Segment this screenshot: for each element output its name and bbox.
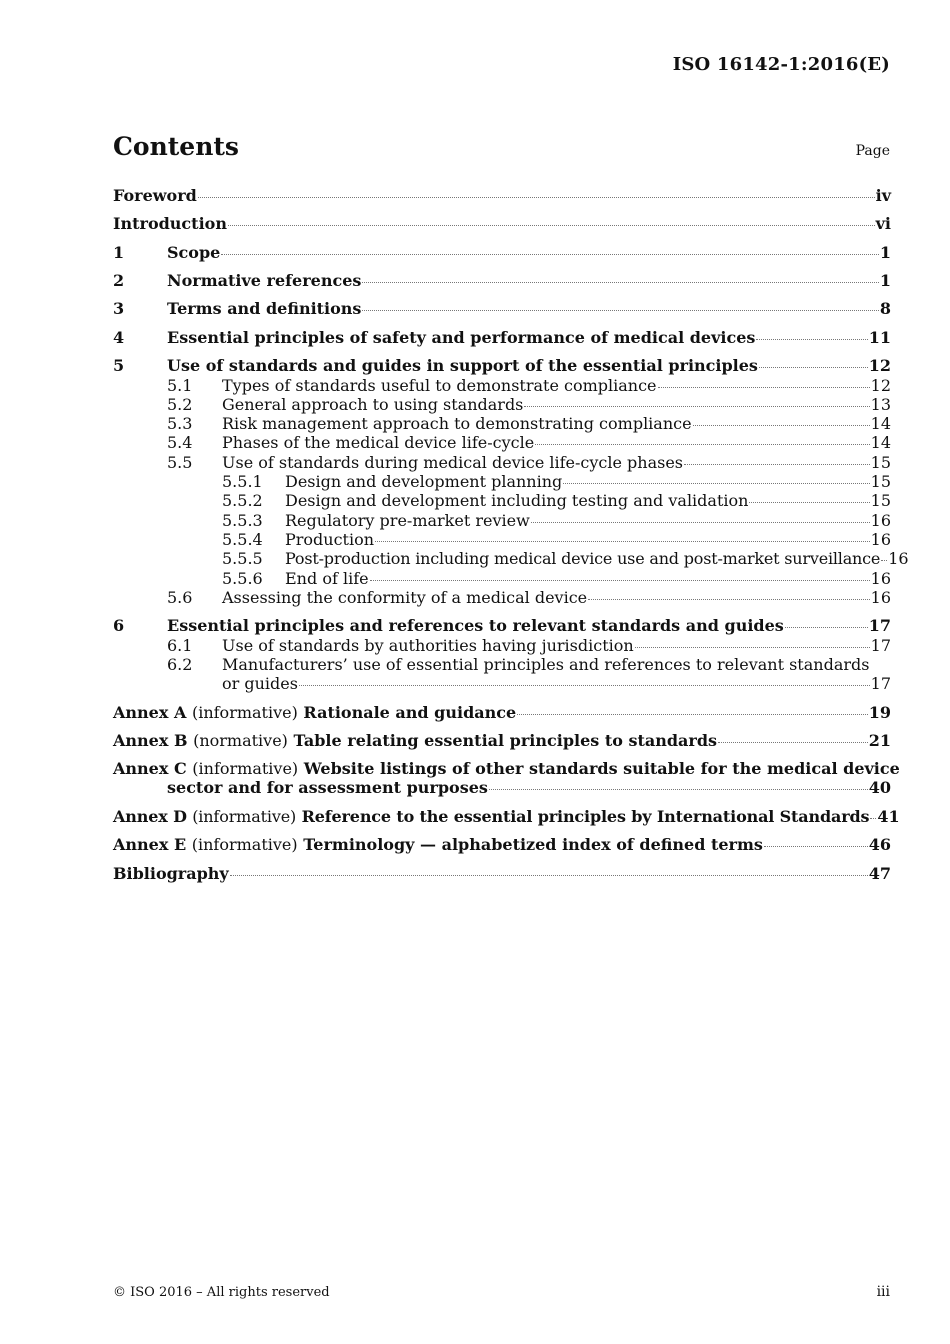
annex-kind: (informative)	[191, 703, 298, 722]
toc-number: 5	[113, 356, 125, 375]
toc-entry-5-6[interactable]	[167, 588, 891, 607]
toc-title-line-1: Website listings of other standards suitable for the medical device	[303, 759, 900, 778]
toc-page: 17	[870, 636, 891, 655]
toc-number: 5.5	[167, 453, 193, 472]
toc-entry-5-5-2[interactable]	[222, 491, 891, 510]
annex-kind: (informative)	[191, 835, 298, 854]
toc-page: 14	[870, 414, 891, 433]
annex-label: Annex D	[113, 807, 187, 826]
document-id: ISO 16142-1:2016(E)	[672, 54, 890, 75]
toc-entry-5-1[interactable]	[167, 376, 891, 395]
toc-entry-annex-e[interactable]	[113, 835, 891, 854]
leader-dots	[881, 560, 887, 561]
toc-title: Design and development including testing and validation	[285, 491, 749, 510]
leader-dots	[563, 483, 869, 484]
toc-title: Regulatory pre-market review	[285, 511, 530, 530]
leader-dots	[370, 580, 870, 581]
page-column-label: Page	[855, 143, 890, 159]
annex-label: Annex B	[113, 731, 188, 750]
toc-title: General approach to using standards	[222, 395, 524, 414]
toc-page: 15	[870, 491, 891, 510]
leader-dots	[785, 627, 868, 628]
leader-dots	[299, 685, 870, 686]
toc-entry-5-5[interactable]	[167, 453, 891, 472]
toc-page: 17	[868, 616, 891, 635]
leader-dots	[221, 254, 879, 255]
toc-title-line-1: Manufacturers’ use of essential principles and references to relevant standards	[222, 655, 870, 674]
toc-page: 16	[870, 588, 891, 607]
toc-entry-5-5-3[interactable]	[222, 511, 891, 530]
toc-entry-annex-d[interactable]	[113, 807, 900, 826]
toc-page: 17	[870, 674, 891, 694]
toc-number: 5.5.4	[222, 530, 263, 549]
toc-page: 16	[870, 569, 891, 588]
toc-number: 4	[113, 328, 125, 347]
page-number: iii	[876, 1284, 890, 1300]
leader-dots	[375, 541, 870, 542]
toc-number: 5.3	[167, 414, 193, 433]
toc-entry-4[interactable]	[113, 328, 891, 347]
toc-number: 5.5.6	[222, 569, 263, 588]
toc-title: Types of standards useful to demonstrate compliance	[222, 376, 657, 395]
toc-title: Rationale and guidance	[303, 703, 517, 722]
toc-number: 5.5.5	[222, 549, 263, 568]
page-title: Contents	[113, 132, 240, 161]
toc-number: 6.1	[167, 636, 193, 655]
toc-page: 16	[870, 530, 891, 549]
toc-title: Essential principles and references to relevant standards and guides	[167, 616, 784, 635]
toc-page: 15	[870, 472, 891, 491]
leader-dots	[588, 599, 870, 600]
toc-page: 15	[870, 453, 891, 472]
toc-page: iv	[875, 186, 891, 205]
toc-number: 5.1	[167, 376, 193, 395]
leader-dots	[531, 522, 870, 523]
toc-number: 5.6	[167, 588, 193, 607]
leader-dots	[658, 387, 870, 388]
toc-entry-5-5-1[interactable]	[222, 472, 891, 491]
toc-page: 40	[868, 778, 891, 798]
leader-dots	[362, 310, 878, 311]
toc-entry-5-2[interactable]	[167, 395, 891, 414]
toc-page: 19	[868, 703, 891, 722]
toc-page: 1	[879, 243, 891, 262]
leader-dots	[870, 818, 876, 819]
toc-number: 6.2	[167, 655, 193, 674]
toc-entry-annex-c[interactable]	[113, 759, 900, 798]
toc-page: 11	[868, 328, 891, 347]
toc-entry-5-5-4[interactable]	[222, 530, 891, 549]
toc-title: Scope	[167, 243, 221, 262]
toc-entry-5-4[interactable]	[167, 433, 891, 452]
leader-dots	[718, 742, 868, 743]
toc-title: Production	[285, 530, 375, 549]
annex-kind: (normative)	[193, 731, 288, 750]
leader-dots	[759, 367, 868, 368]
toc-entry-5-5-6[interactable]	[222, 569, 891, 588]
toc-title: Assessing the conformity of a medical device	[222, 588, 588, 607]
toc-page: 8	[879, 299, 891, 318]
toc-page: vi	[875, 214, 891, 233]
leader-dots	[756, 339, 867, 340]
toc-number: 5.4	[167, 433, 193, 452]
toc-title-line-2: sector and for assessment purposes	[167, 778, 488, 798]
toc-title: Essential principles of safety and performance of medical devices	[167, 328, 756, 347]
toc-title: Post-production including medical device use and post-market surveillance	[285, 549, 881, 568]
toc-number: 5.2	[167, 395, 193, 414]
toc-title: Design and development planning	[285, 472, 563, 491]
toc-page: 12	[870, 376, 891, 395]
toc-entry-6-2[interactable]	[167, 655, 891, 694]
leader-dots	[535, 444, 869, 445]
toc-entry-bibliography[interactable]	[113, 864, 891, 883]
toc-entry-5-5-5[interactable]	[222, 549, 909, 568]
toc-entry-introduction[interactable]	[113, 214, 891, 233]
toc-title: Table relating essential principles to standards	[293, 731, 718, 750]
leader-dots	[198, 197, 875, 198]
toc-page: 21	[868, 731, 891, 750]
toc-number: 5.5.1	[222, 472, 263, 491]
toc-page: 12	[868, 356, 891, 375]
toc-title: Risk management approach to demonstrating compliance	[222, 414, 692, 433]
leader-dots	[230, 875, 868, 876]
leader-dots	[517, 714, 868, 715]
toc-title: Bibliography	[113, 864, 229, 883]
toc-title: End of life	[285, 569, 369, 588]
toc-number: 3	[113, 299, 125, 318]
toc-entry-1[interactable]	[113, 243, 891, 262]
toc-title: Terms and definitions	[167, 299, 362, 318]
toc-number: 5.5.2	[222, 491, 263, 510]
toc-entry-annex-b[interactable]	[113, 731, 891, 750]
toc-title: Use of standards and guides in support of the essential principles	[167, 356, 758, 375]
copyright-notice: © ISO 2016 – All rights reserved	[113, 1285, 330, 1300]
leader-dots	[749, 502, 869, 503]
leader-dots	[362, 282, 878, 283]
toc-title: Reference to the essential principles by International Standards	[301, 807, 870, 826]
toc-page: 47	[868, 864, 891, 883]
toc-page: 14	[870, 433, 891, 452]
leader-dots	[228, 225, 875, 226]
annex-label: Annex C	[113, 759, 187, 778]
leader-dots	[524, 406, 869, 407]
leader-dots	[684, 464, 870, 465]
toc-title: Use of standards during medical device life-cycle phases	[222, 453, 684, 472]
toc-title: Normative references	[167, 271, 362, 290]
toc-entry-2[interactable]	[113, 271, 891, 290]
annex-label: Annex E	[113, 835, 187, 854]
toc-page: 16	[870, 511, 891, 530]
leader-dots	[635, 647, 870, 648]
toc-entry-5-3[interactable]	[167, 414, 891, 433]
toc-page: 41	[877, 807, 900, 826]
toc-title: Phases of the medical device life-cycle	[222, 433, 535, 452]
toc-entry-6-1[interactable]	[167, 636, 891, 655]
annex-kind: (informative)	[192, 807, 297, 826]
toc-number: 6	[113, 616, 125, 635]
toc-page: 13	[870, 395, 891, 414]
toc-title: Foreword	[113, 186, 197, 205]
toc-entry-3[interactable]	[113, 299, 891, 318]
leader-dots	[489, 789, 868, 790]
toc-number: 2	[113, 271, 125, 290]
annex-label: Annex A	[113, 703, 187, 722]
toc-entry-annex-a[interactable]	[113, 703, 891, 722]
toc-page: 16	[888, 549, 909, 568]
toc-title: Terminology — alphabetized index of defined terms	[303, 835, 763, 854]
leader-dots	[764, 846, 868, 847]
toc-entry-5[interactable]	[113, 356, 891, 375]
toc-title: Introduction	[113, 214, 227, 233]
toc-title-line-2: or guides	[222, 674, 298, 694]
toc-entry-6[interactable]	[113, 616, 891, 635]
toc-page: 46	[868, 835, 891, 854]
toc-title: Use of standards by authorities having jurisdiction	[222, 636, 634, 655]
leader-dots	[693, 425, 870, 426]
toc-page: 1	[879, 271, 891, 290]
toc-entry-foreword[interactable]	[113, 186, 891, 205]
toc-number: 5.5.3	[222, 511, 263, 530]
annex-kind: (informative)	[192, 759, 299, 778]
toc-number: 1	[113, 243, 125, 262]
